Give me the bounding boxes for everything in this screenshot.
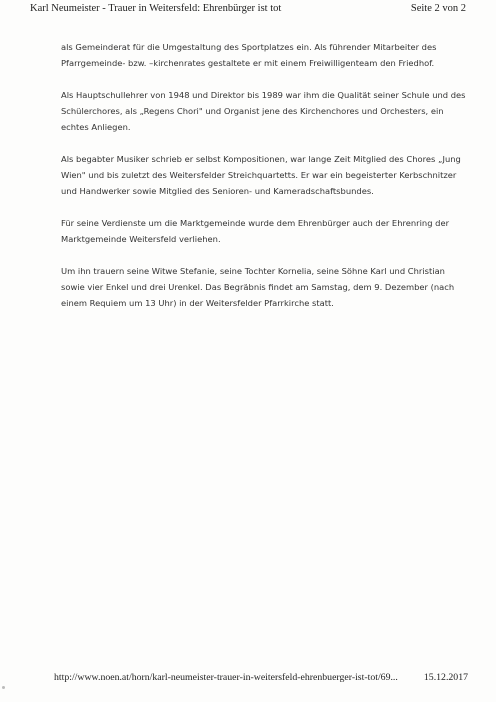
scan-artifact bbox=[2, 686, 5, 689]
article-paragraph: als Gemeinderat für die Umgestaltung des Sportplatzes ein. Als führender Mitarbeiter des Pfarrgemeinde- bzw. –kirchenrates gestaltete er mit einem Freiwilligenteam den Friedhof. bbox=[61, 42, 437, 68]
article-paragraph: Um ihn trauern seine Witwe Stefanie, seine Tochter Kornelia, seine Söhne Karl und Christian sowie vier Enkel und drei Urenkel. Das Begräbnis findet am Samstag, dem 9. Dezember (nach einem Requiem um 13 Uhr) in der Weitersfelder Pfarrkirche statt. bbox=[61, 266, 455, 308]
print-header-page-indicator: Seite 2 von 2 bbox=[410, 3, 466, 14]
print-header-title: Karl Neumeister - Trauer in Weitersfeld: Ehrenbürger ist tot bbox=[30, 3, 282, 14]
article-paragraph: Als Hauptschullehrer von 1948 und Direktor bis 1989 war ihm die Qualität seiner Schule und des Schülerchores, als „Regens Chori" und Organist jene des Kirchenchores und Orchesters, ein echtes Anliegen. bbox=[61, 90, 466, 132]
print-footer-date: 15.12.2017 bbox=[423, 672, 468, 683]
article-body bbox=[61, 39, 469, 327]
print-footer-url: http://www.noen.at/horn/karl-neumeister-trauer-in-weitersfeld-ehrenbuerger-ist-tot/69... bbox=[54, 672, 398, 683]
article-paragraph: Als begabter Musiker schrieb er selbst Kompositionen, war lange Zeit Mitglied des Chores „Jung Wien" und bis zuletzt des Weitersfelder Streichquartetts. Er war ein begeisterter Kerbschnitzer und Handwerker sowie Mitglied des Senioren- und Kameradschaftsbundes. bbox=[61, 154, 461, 196]
article-paragraph: Für seine Verdienste um die Marktgemeinde wurde dem Ehrenbürger auch der Ehrenring der Marktgemeinde Weitersfeld verliehen. bbox=[61, 218, 450, 244]
